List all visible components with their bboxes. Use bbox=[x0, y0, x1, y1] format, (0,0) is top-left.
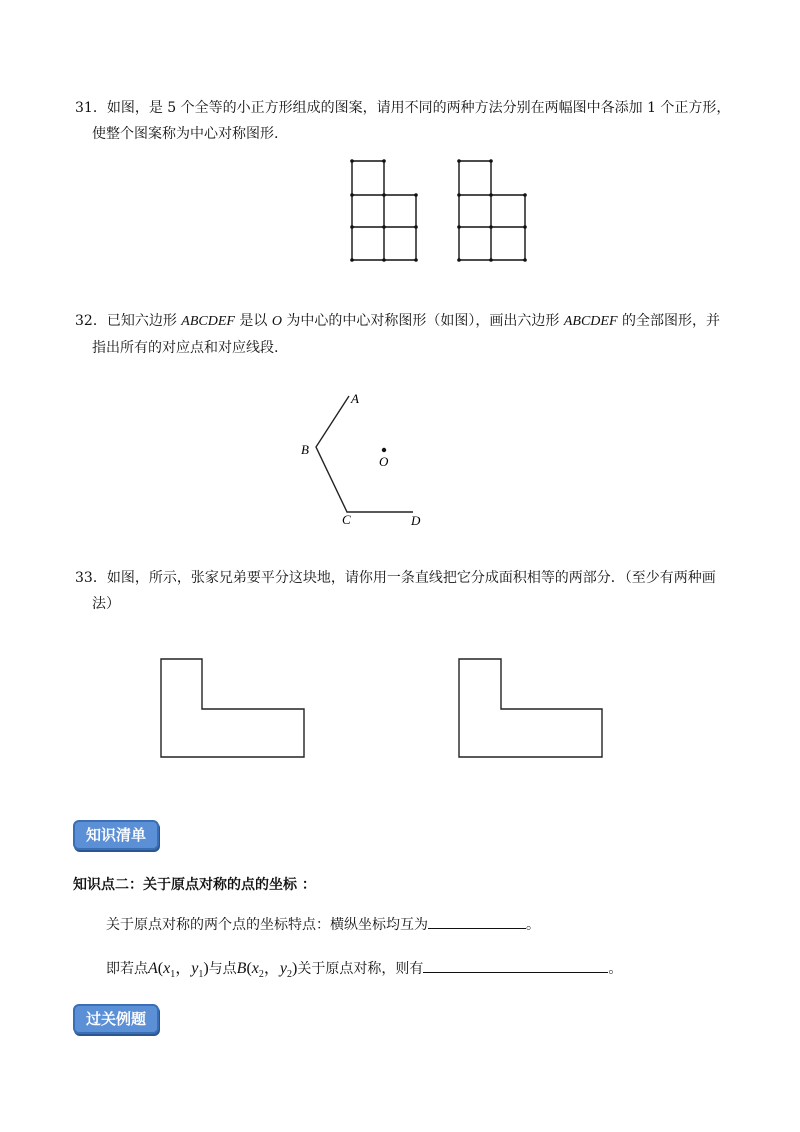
point-a-expression: $A(x_1$，$y_1$) bbox=[148, 960, 209, 981]
q32-center-name: O bbox=[271, 314, 282, 329]
q31-text-line2: 使整个图案称为中心对称图形. bbox=[92, 126, 279, 142]
q32-label-c: C bbox=[342, 512, 351, 527]
q31-grid-vertices bbox=[350, 159, 527, 262]
examples-badge: 过关例题 bbox=[73, 1004, 159, 1034]
q33-l-shape-right bbox=[459, 659, 602, 757]
paragraph-1-text: 关于原点对称的两个点的坐标特点：横纵坐标均互为 bbox=[106, 917, 428, 933]
q33-l-shape-left bbox=[161, 659, 304, 757]
q32-label-a: A bbox=[351, 391, 359, 406]
q31-grid-figures bbox=[340, 152, 540, 267]
paragraph-2-start: 即若点 bbox=[106, 961, 148, 977]
answer-blank-1[interactable] bbox=[428, 914, 526, 929]
q32-text-line2: 指出所有的对应点和对应线段. bbox=[92, 340, 279, 356]
q32-partial-hexagon bbox=[316, 396, 413, 512]
q31-text-line1: 31．如图，是 5 个全等的小正方形组成的图案，请用不同的两种方法分别在两幅图中各添加 1 个正方形， bbox=[75, 100, 731, 116]
q33-l-shapes bbox=[150, 650, 620, 765]
q31-figure-right bbox=[459, 161, 525, 260]
answer-blank-2[interactable] bbox=[423, 958, 608, 973]
q32-hexagon-figure bbox=[295, 390, 445, 530]
q32-label-b: B bbox=[301, 442, 309, 457]
q32-mid2: 为中心的中心对称图形（如图），画出六边形 bbox=[281, 313, 564, 329]
q33-text-line1: 33．如图，所示，张家兄弟要平分这块地，请你用一条直线把它分成面积相等的两部分．（至少有两种画 bbox=[75, 570, 716, 586]
q32-center-point bbox=[382, 448, 386, 452]
point-b-expression: $B(x_2$，$y_2$) bbox=[236, 960, 298, 981]
q33-text-line2: 法） bbox=[92, 596, 120, 612]
q32-suffix: 的全部图形，并 bbox=[617, 313, 720, 329]
q32-text-line1 bbox=[75, 311, 720, 332]
q32-prefix: 32．已知六边形 bbox=[75, 313, 182, 329]
q32-label-o: O bbox=[379, 454, 389, 469]
q31-figure-left bbox=[352, 161, 416, 260]
section-paragraph-2 bbox=[106, 958, 622, 985]
q32-hexagon-name: ABCDEF bbox=[181, 314, 235, 329]
section-heading: 知识点二：关于原点对称的点的坐标 ： bbox=[73, 877, 316, 893]
q32-hexagon-name-2: ABCDEF bbox=[563, 314, 618, 329]
knowledge-list-badge: 知识清单 bbox=[73, 820, 159, 850]
paragraph-2-end: 。 bbox=[608, 961, 623, 977]
q32-mid1: 是以 bbox=[234, 313, 272, 329]
section-paragraph-1 bbox=[106, 914, 540, 935]
paragraph-2-mid: 与点 bbox=[208, 961, 237, 977]
q32-label-d: D bbox=[411, 513, 421, 528]
paragraph-2-after: 关于原点对称，则有 bbox=[297, 961, 424, 977]
paragraph-1-end: 。 bbox=[526, 917, 540, 933]
